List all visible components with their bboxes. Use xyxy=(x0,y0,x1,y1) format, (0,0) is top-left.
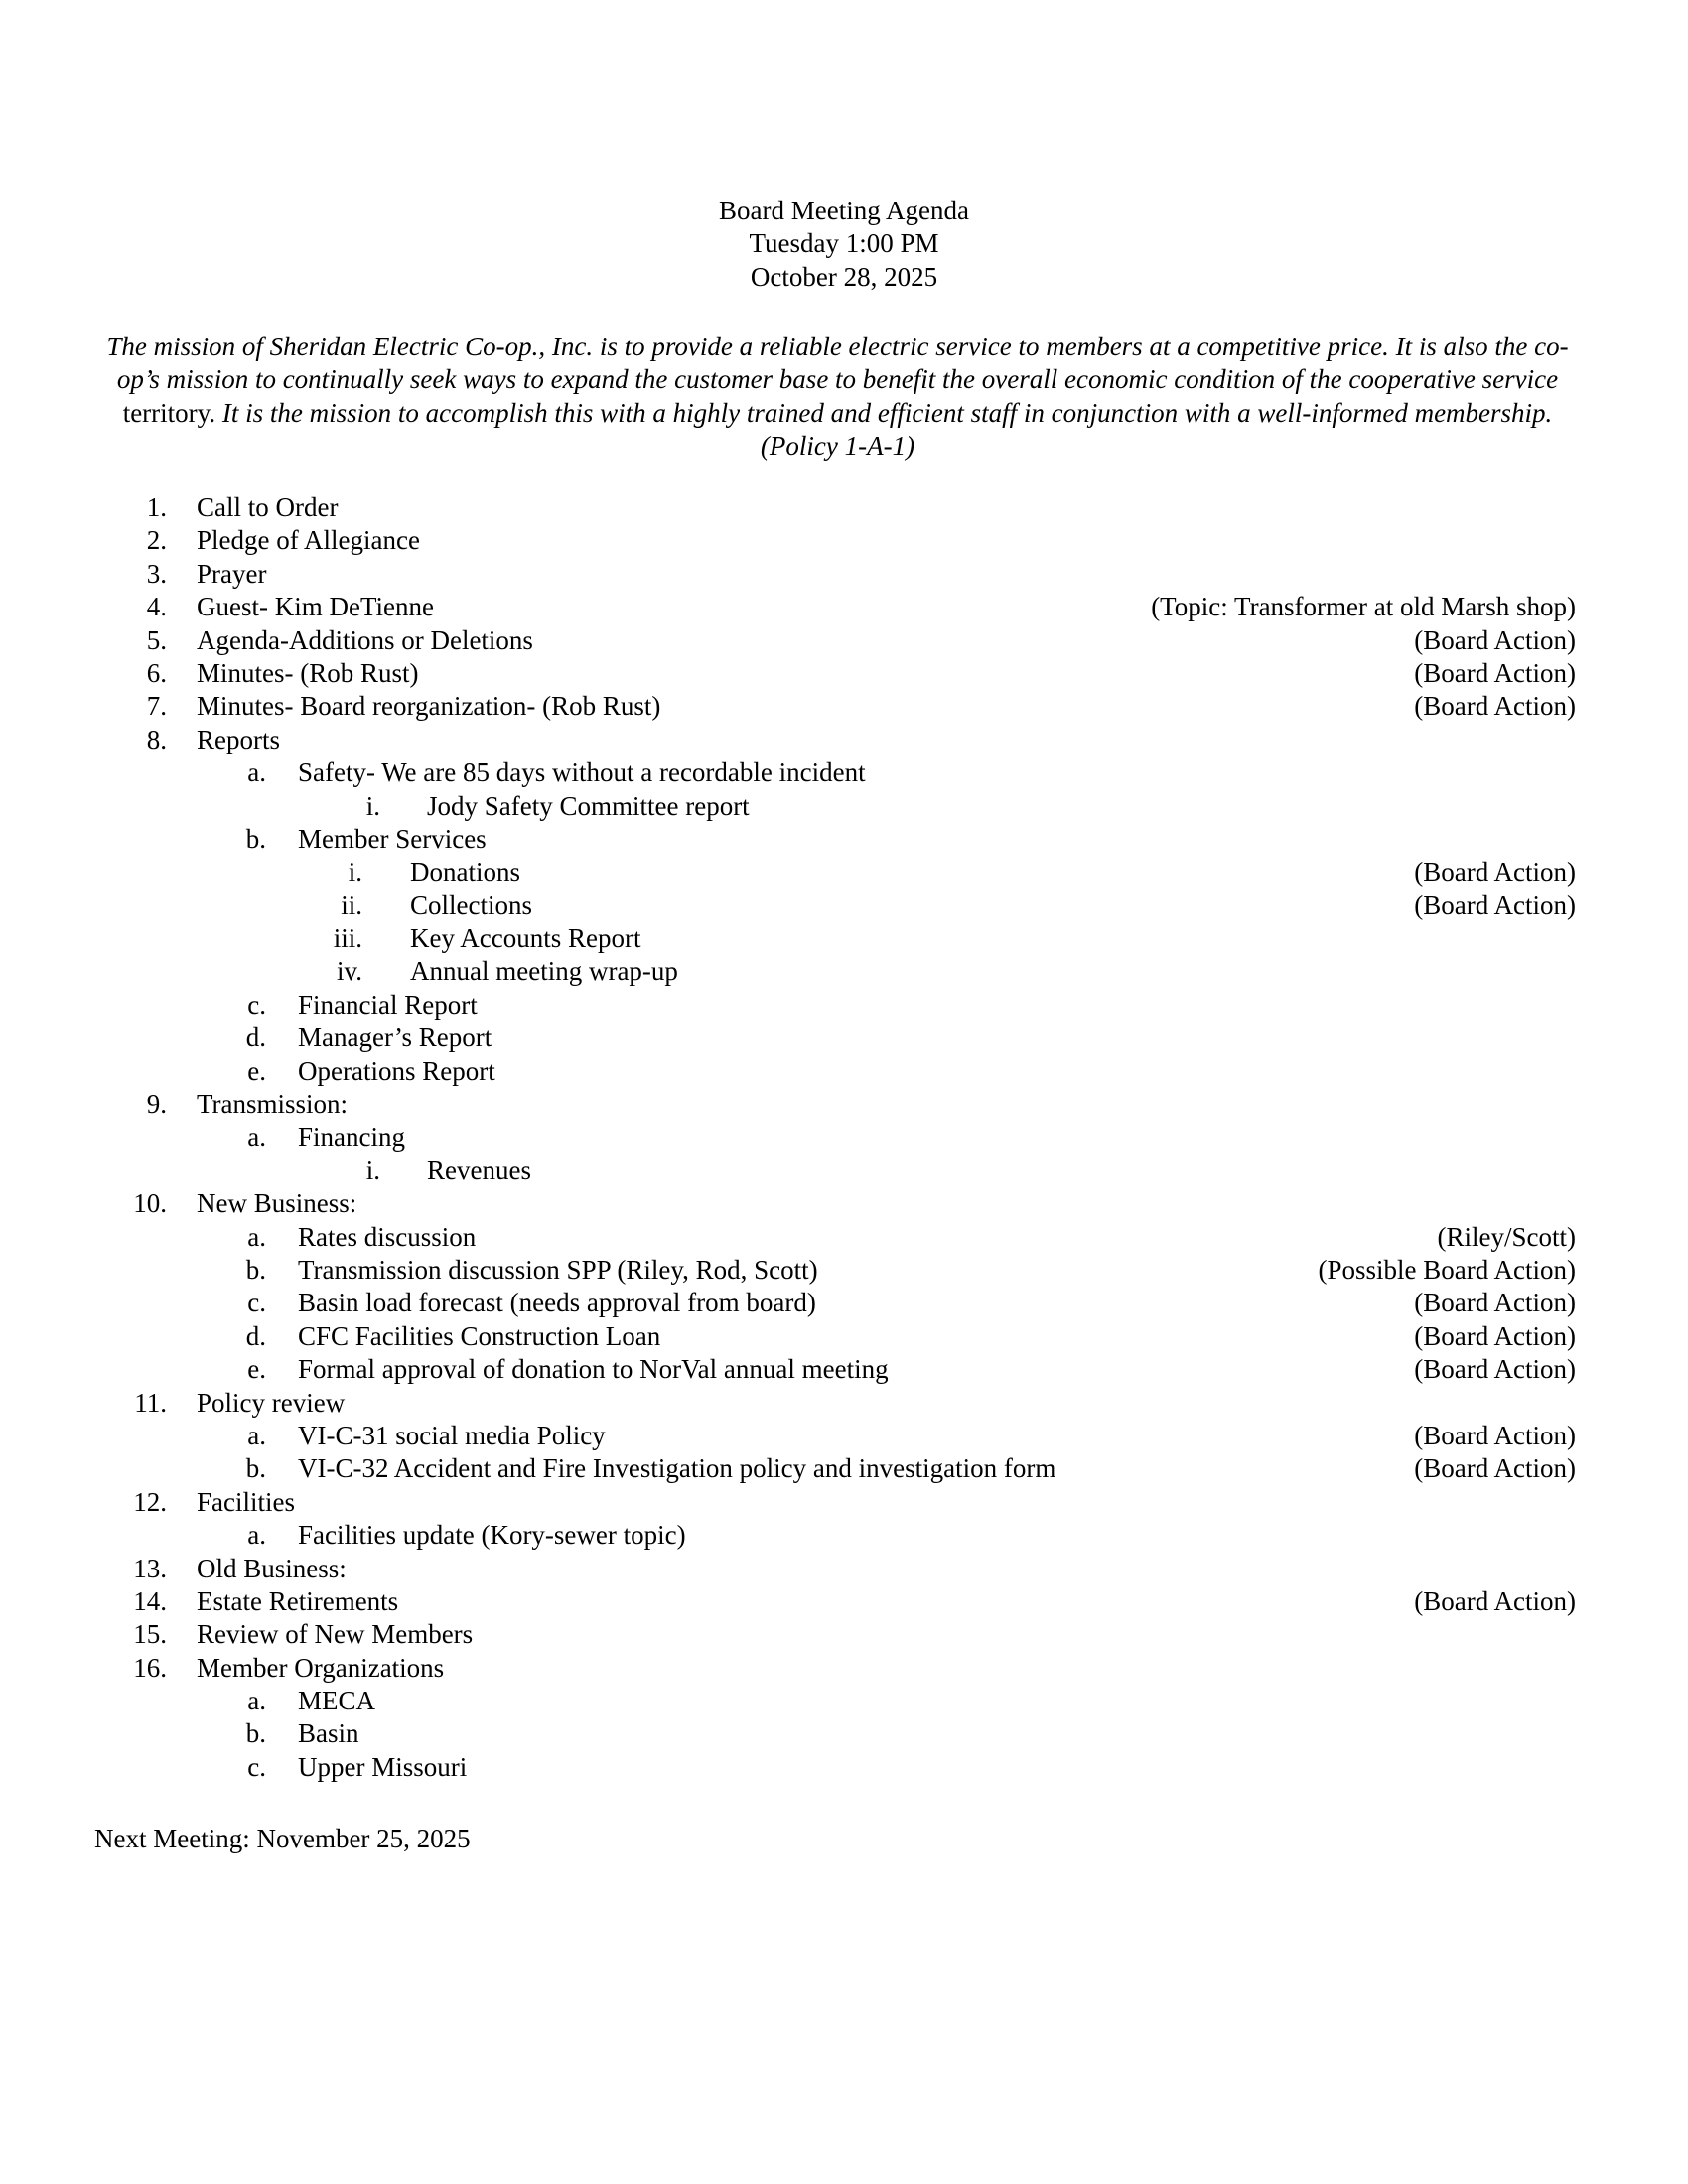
agenda-row xyxy=(0,1121,1688,1154)
item-marker: c. xyxy=(247,1751,266,1782)
item-text: Member Organizations xyxy=(197,1652,445,1683)
agenda-row xyxy=(0,989,1688,1022)
agenda-list xyxy=(0,491,1688,1784)
agenda-row xyxy=(0,856,1688,888)
item-text: Revenues xyxy=(427,1155,531,1185)
item-text: Manager’s Report xyxy=(298,1023,492,1053)
agenda-row xyxy=(0,1685,1688,1717)
item-marker: b. xyxy=(245,1718,266,1749)
agenda-row xyxy=(0,1055,1688,1088)
item-marker: e. xyxy=(247,1354,266,1385)
item-marker: i. xyxy=(365,1155,380,1185)
item-marker: 6. xyxy=(146,657,167,688)
mission-text-tail: It is the mission to accomplish this with a highly trained and efficient staff in conjunction with a well-informed membership. (Policy 1-A-1) xyxy=(221,397,1553,462)
item-annotation: (Board Action) xyxy=(1414,1420,1576,1450)
item-text: Reports xyxy=(197,724,280,754)
agenda-row xyxy=(0,1486,1688,1519)
meeting-date: October 28, 2025 xyxy=(750,261,938,292)
item-annotation: (Board Action) xyxy=(1414,624,1576,655)
agenda-row xyxy=(0,1618,1688,1651)
document-title-block xyxy=(0,195,1688,294)
item-text: Financing xyxy=(298,1122,405,1153)
item-text: Old Business: xyxy=(197,1553,347,1583)
item-text: Basin load forecast (needs approval from board) xyxy=(298,1288,816,1318)
item-text: Donations xyxy=(410,857,520,887)
item-marker: 8. xyxy=(146,724,167,754)
item-text: Prayer xyxy=(197,558,267,589)
item-marker: 2. xyxy=(146,525,167,556)
item-marker: 16. xyxy=(133,1652,167,1683)
item-text: Jody Safety Committee report xyxy=(427,790,750,821)
item-text: Agenda-Additions or Deletions xyxy=(197,624,533,655)
item-text: Estate Retirements xyxy=(197,1585,399,1616)
item-marker: iii. xyxy=(333,923,362,954)
item-marker: 15. xyxy=(133,1619,167,1650)
agenda-row xyxy=(0,1155,1688,1187)
item-text: Basin xyxy=(298,1718,359,1749)
agenda-row xyxy=(0,889,1688,922)
item-marker: i. xyxy=(365,790,380,821)
item-text: Annual meeting wrap-up xyxy=(410,956,678,987)
item-marker: a. xyxy=(247,1221,266,1252)
item-marker: 11. xyxy=(134,1387,167,1418)
item-text: VI-C-32 Accident and Fire Investigation policy and investigation form xyxy=(298,1453,1056,1484)
item-marker: a. xyxy=(247,1686,266,1716)
item-text: Rates discussion xyxy=(298,1221,477,1252)
item-marker: 13. xyxy=(133,1553,167,1583)
agenda-row xyxy=(0,1553,1688,1585)
item-text: Member Services xyxy=(298,823,487,854)
agenda-row xyxy=(0,1717,1688,1750)
item-marker: c. xyxy=(247,989,266,1020)
document-title: Board Meeting Agenda xyxy=(719,196,969,225)
agenda-row xyxy=(0,1287,1688,1319)
item-annotation: (Board Action) xyxy=(1414,889,1576,920)
item-text: Operations Report xyxy=(298,1055,495,1086)
agenda-row xyxy=(0,756,1688,789)
agenda-row xyxy=(0,690,1688,723)
item-text: Facilities update (Kory-sewer topic) xyxy=(298,1520,686,1551)
item-marker: c. xyxy=(247,1288,266,1318)
item-text: Transmission discussion SPP (Riley, Rod, Scott) xyxy=(298,1254,818,1285)
mission-statement xyxy=(94,331,1581,464)
item-text: CFC Facilities Construction Loan xyxy=(298,1320,661,1351)
item-marker: d. xyxy=(245,1320,266,1351)
meeting-time: Tuesday 1:00 PM xyxy=(749,228,939,259)
item-annotation: (Board Action) xyxy=(1414,1453,1576,1484)
item-annotation: (Board Action) xyxy=(1414,1354,1576,1385)
item-text: Safety- We are 85 days without a recordable incident xyxy=(298,757,866,788)
item-annotation: (Riley/Scott) xyxy=(1437,1221,1576,1252)
agenda-row xyxy=(0,491,1688,524)
item-marker: 3. xyxy=(146,558,167,589)
item-annotation: (Possible Board Action) xyxy=(1318,1254,1576,1285)
item-marker: d. xyxy=(245,1023,266,1053)
agenda-row xyxy=(0,1751,1688,1784)
item-marker: 14. xyxy=(133,1585,167,1616)
agenda-row xyxy=(0,1187,1688,1220)
agenda-row xyxy=(0,1652,1688,1685)
item-marker: a. xyxy=(247,1420,266,1450)
item-marker: 7. xyxy=(146,691,167,722)
agenda-row xyxy=(0,922,1688,955)
agenda-row xyxy=(0,1353,1688,1386)
item-text: Pledge of Allegiance xyxy=(197,525,420,556)
item-marker: 5. xyxy=(146,624,167,655)
agenda-row xyxy=(0,955,1688,988)
agenda-row xyxy=(0,1519,1688,1552)
item-annotation: (Board Action) xyxy=(1414,691,1576,722)
item-marker: a. xyxy=(247,757,266,788)
item-marker: e. xyxy=(247,1055,266,1086)
item-text: Formal approval of donation to NorVal annual meeting xyxy=(298,1354,889,1385)
agenda-row xyxy=(0,1452,1688,1485)
agenda-row xyxy=(0,1022,1688,1054)
item-text: Policy review xyxy=(197,1387,346,1418)
item-text: Minutes- Board reorganization- (Rob Rust) xyxy=(197,691,661,722)
item-annotation: (Board Action) xyxy=(1414,1585,1576,1616)
item-marker: 4. xyxy=(146,592,167,622)
item-text: New Business: xyxy=(197,1188,357,1219)
agenda-row xyxy=(0,1088,1688,1121)
item-marker: i. xyxy=(348,857,362,887)
agenda-row xyxy=(0,524,1688,557)
item-marker: a. xyxy=(247,1520,266,1551)
agenda-row xyxy=(0,624,1688,657)
item-marker: a. xyxy=(247,1122,266,1153)
item-marker: 10. xyxy=(133,1188,167,1219)
agenda-row xyxy=(0,591,1688,623)
agenda-row xyxy=(0,657,1688,690)
item-annotation: (Board Action) xyxy=(1414,657,1576,688)
item-text: Minutes- (Rob Rust) xyxy=(197,657,419,688)
item-text: Collections xyxy=(410,889,532,920)
item-marker: 12. xyxy=(133,1486,167,1517)
item-annotation: (Board Action) xyxy=(1414,857,1576,887)
item-annotation: (Board Action) xyxy=(1414,1288,1576,1318)
item-text: MECA xyxy=(298,1686,376,1716)
agenda-row xyxy=(0,823,1688,856)
agenda-row xyxy=(0,1254,1688,1287)
item-text: Transmission: xyxy=(197,1089,349,1120)
agenda-row xyxy=(0,1585,1688,1618)
agenda-row xyxy=(0,1320,1688,1353)
item-text: Review of New Members xyxy=(197,1619,474,1650)
agenda-row xyxy=(0,1387,1688,1420)
item-text: Call to Order xyxy=(197,492,339,522)
item-text: Key Accounts Report xyxy=(410,923,641,954)
item-text: Financial Report xyxy=(298,989,478,1020)
next-meeting-note: Next Meeting: November 25, 2025 xyxy=(94,1824,471,1853)
agenda-row xyxy=(0,724,1688,756)
mission-text-roman: territory. xyxy=(122,397,222,428)
item-annotation: (Topic: Transformer at old Marsh shop) xyxy=(1151,592,1576,622)
agenda-row xyxy=(0,1221,1688,1254)
item-text: Facilities xyxy=(197,1486,295,1517)
item-marker: b. xyxy=(245,823,266,854)
item-annotation: (Board Action) xyxy=(1414,1320,1576,1351)
item-text: VI-C-31 social media Policy xyxy=(298,1420,606,1450)
agenda-row xyxy=(0,558,1688,591)
agenda-row xyxy=(0,1420,1688,1452)
agenda-row xyxy=(0,790,1688,823)
item-marker: b. xyxy=(245,1453,266,1484)
item-marker: 1. xyxy=(146,492,167,522)
mission-text-lead: The mission of Sheridan Electric Co-op., Inc. is to provide a reliable electric service to members at a competitive price. It is also the co-op’s mission to continually seek ways to expand the customer base to benefit the overall economic condition of the cooperative service xyxy=(106,332,1569,395)
item-text: Upper Missouri xyxy=(298,1751,468,1782)
item-marker: iv. xyxy=(337,956,362,987)
item-marker: b. xyxy=(245,1254,266,1285)
item-marker: ii. xyxy=(341,889,362,920)
item-text: Guest- Kim DeTienne xyxy=(197,592,434,622)
item-marker: 9. xyxy=(146,1089,167,1120)
